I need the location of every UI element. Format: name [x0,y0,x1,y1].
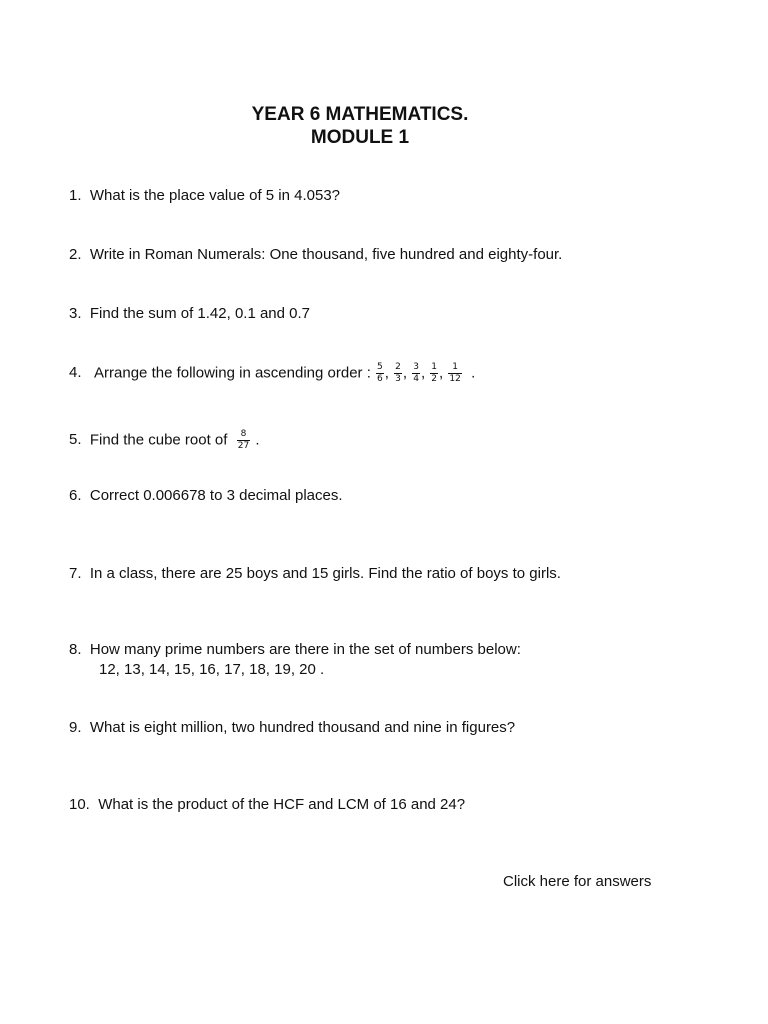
question-text: What is eight million, two hundred thousand and nine in figures? [89,719,516,736]
question-7 [69,565,561,582]
fraction: $\frac{5}{6}$ [377,362,383,384]
question-10 [69,796,465,813]
question-number: 9. [69,719,82,736]
page-title: YEAR 6 MATHEMATICS. [251,104,469,125]
question-number: 10. [69,796,90,813]
question-end: . [471,364,476,382]
question-number: 3. [69,305,82,322]
question-text: Correct 0.006678 to 3 decimal places. [89,487,343,504]
question-number: 5. [69,431,82,449]
question-2 [69,246,562,263]
question-number: 6. [69,487,82,504]
question-number: 1. [69,187,82,204]
question-text: Find the sum of 1.42, 0.1 and 0.7 [89,305,311,322]
fraction: $\frac{1}{2}$ [431,362,438,384]
question-text: Arrange the following in ascending order : [94,364,371,382]
question-1 [69,187,340,204]
fraction: $\frac{8}{27}$ [237,429,250,451]
number-set: 12, 13, 14, 15, 16, 17, 18, 19, 20 . [99,661,325,678]
question-number: 8. [69,641,82,658]
page-subtitle: MODULE 1 [310,127,410,148]
fraction: $\frac{2}{3}$ [395,362,401,384]
question-5 [69,429,260,452]
question-number: 2. [69,246,82,263]
fraction: $\frac{1}{12}$ [449,362,461,384]
question-text: What is the product of the HCF and LCM of 16 and 24? [98,796,466,813]
question-text: How many prime numbers are there in the set of numbers below: [89,641,521,658]
question-end: . [255,431,260,449]
question-text: In a class, there are 25 boys and 15 girls. Find the ratio of boys to girls. [89,565,561,582]
question-number: 4. [69,364,82,382]
fraction: $\frac{3}{4}$ [413,362,419,384]
question-text: What is the place value of 5 in 4.053? [89,187,341,204]
answers-link[interactable]: Click here for answers [503,873,652,890]
question-3 [69,305,310,322]
question-8 [69,641,521,658]
question-text: Find the cube root of [89,431,228,449]
question-6 [69,487,343,504]
question-number: 7. [69,565,82,582]
question-4: 4. Arrange the following in ascending order : $\frac{5}{6}$ , $\frac{2}{3}$ , $\frac{3}{4}$ , $\frac{1}{2}$ , $\frac{1}{12}$ . [69,362,476,384]
question-9 [69,719,515,736]
question-text: Write in Roman Numerals: One thousand, five hundred and eighty-four. [89,246,563,263]
